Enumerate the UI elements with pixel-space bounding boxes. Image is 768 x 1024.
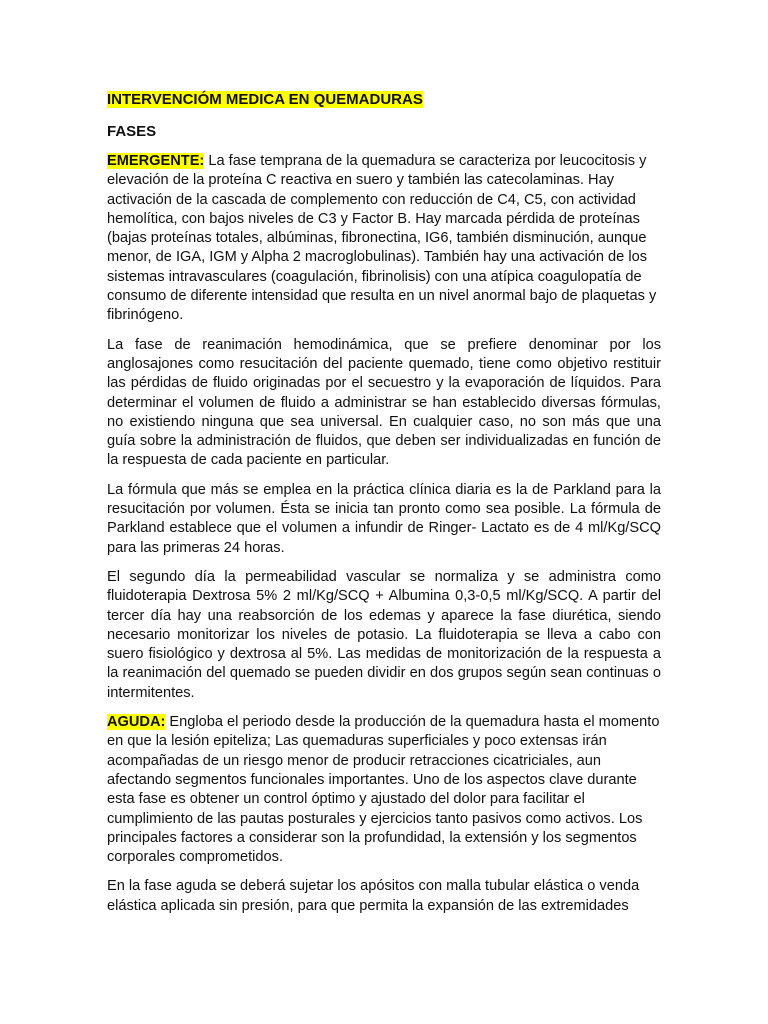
emergente-text: La fase temprana de la quemadura se caracteriza por leucocitosis y elevación de la proteína C reactiva en suero y también las catecolaminas. Hay activación de la cascada de complemento con reducción de C4, C5, con actividad hemolítica, con bajos niveles de C3 y Factor B. Hay marcada pérdida de proteínas (bajas proteínas totales, albúminas, fibronectina, IG6, también disminución, aunque menor, de IGA, IGM y Alpha 2 macroglobulinas). También hay una activación de los sistemas intravasculares (coagulación, fibrinolisis) con una atípica coagulopatía de consumo de diferente intensidad que resulta en un nivel anormal bajo de plaquetas y fibrinógeno. [107,153,657,324]
document-page [107,90,661,916]
aguda-label: AGUDA: [107,714,166,731]
paragraph-fase-aguda: En la fase aguda se deberá sujetar los apósitos con malla tubular elástica o venda elástica aplicada sin presión, para que permita la expansión de las extremidades [107,878,640,914]
paragraph-reanimacion: La fase de reanimación hemodinámica, que se prefiere denominar por los anglosajones como resucitación del paciente quemado, tiene como objetivo restituir las pérdidas de fluido originadas por el secuestro y la evaporación de líquidos. Para determinar el volumen de fluido a administrar se han establecido diversas fórmulas, no existiendo ninguna que sea universal. En cualquier caso, no son más que una guía sobre la administración de fluidos, que deben ser individualizadas en función de la respuesta de cada paciente en particular. [107,336,661,469]
paragraph-segundo-dia: El segundo día la permeabilidad vascular se normaliza y se administra como fluidoterapia Dextrosa 5% 2 ml/Kg/SCQ + Albumina 0,3-0,5 ml/Kg/SCQ. A partir del tercer día hay una reabsorción de los edemas y aparece la fase diurética, siendo necesario monitorizar los niveles de potasio. La fluidoterapia se lleva a cabo con suero fisiológico y dextrosa al 5%. Las medidas de monitorización de la respuesta a la reanimación del quemado se pueden dividir en dos grupos según sean continuas o intermitentes. [107,568,661,701]
paragraph-aguda [107,713,661,867]
paragraph-emergente [107,152,661,326]
document-title-text: INTERVENCIÓM MEDICA EN QUEMADURAS [107,91,423,108]
aguda-text: Engloba el periodo desde la producción de la quemadura hasta el momento en que la lesión epiteliza; Las quemaduras superficiales y poco extensas irán acompañadas de un riesgo menor de producir retracciones cicatriciales, aun afectando segmentos funcionales importantes. Uno de los aspectos clave durante esta fase es obtener un control óptimo y ajustado del dolor para facilitar el cumplimiento de las pautas posturales y ejercicios tanto pasivos como activos. Los principales factores a considerar son la profundidad, la extensión y los segmentos corporales comprometidos. [107,714,660,866]
section-heading-fases: FASES [107,123,157,140]
document-title [107,90,661,110]
paragraph-parkland: La fórmula que más se emplea en la práctica clínica diaria es la de Parkland para la resucitación por volumen. Ésta se inicia tan pronto como sea posible. La fórmula de Parkland establece que el volumen a infundir de Ringer- Lactato es de 4 ml/Kg/SCQ para las primeras 24 horas. [107,481,661,556]
emergente-label: EMERGENTE: [107,153,205,169]
